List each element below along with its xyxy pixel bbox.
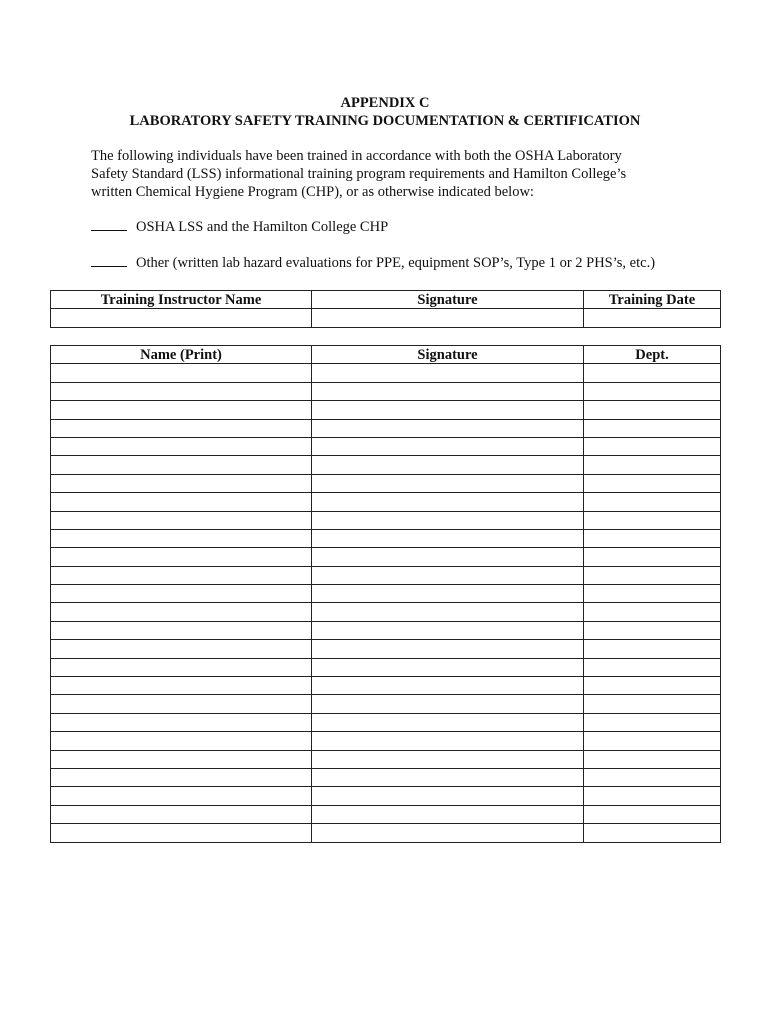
instructor-name-cell[interactable] (51, 309, 312, 327)
trainee-dept-cell[interactable] (584, 732, 721, 750)
table-row (51, 787, 721, 805)
trainee-name-cell[interactable] (51, 493, 312, 511)
trainee-name-cell[interactable] (51, 621, 312, 639)
trainee-dept-cell[interactable] (584, 401, 721, 419)
table-row (51, 419, 721, 437)
trainee-name-cell[interactable] (51, 456, 312, 474)
trainee-dept-cell[interactable] (584, 511, 721, 529)
option-osha-lss (91, 218, 388, 236)
trainee-name-cell[interactable] (51, 529, 312, 547)
trainee-dept-cell[interactable] (584, 437, 721, 455)
column-header-training-date: Training Date (584, 291, 721, 309)
trainee-dept-cell[interactable] (584, 750, 721, 768)
trainee-name-cell[interactable] (51, 824, 312, 842)
trainee-signature-cell[interactable] (312, 750, 584, 768)
table-row (51, 548, 721, 566)
trainee-dept-cell[interactable] (584, 603, 721, 621)
trainee-dept-cell[interactable] (584, 713, 721, 731)
table-row (51, 677, 721, 695)
table-row (51, 309, 721, 327)
trainee-name-cell[interactable] (51, 658, 312, 676)
table-row (51, 732, 721, 750)
intro-paragraph (91, 147, 691, 201)
trainee-dept-cell[interactable] (584, 787, 721, 805)
trainee-table-header (51, 346, 721, 364)
trainee-signature-cell[interactable] (312, 548, 584, 566)
trainee-name-cell[interactable] (51, 566, 312, 584)
trainee-dept-cell[interactable] (584, 658, 721, 676)
trainee-signature-cell[interactable] (312, 640, 584, 658)
trainee-signature-cell[interactable] (312, 621, 584, 639)
option-other-blank[interactable] (91, 254, 127, 267)
trainee-name-cell[interactable] (51, 695, 312, 713)
table-row (51, 401, 721, 419)
trainee-name-cell[interactable] (51, 768, 312, 786)
trainee-signature-cell[interactable] (312, 658, 584, 676)
table-row (51, 456, 721, 474)
trainee-dept-cell[interactable] (584, 768, 721, 786)
table-row (51, 805, 721, 823)
trainee-signature-cell[interactable] (312, 382, 584, 400)
table-row (51, 437, 721, 455)
trainee-name-cell[interactable] (51, 437, 312, 455)
table-row (51, 603, 721, 621)
option-osha-lss-blank[interactable] (91, 218, 127, 231)
intro-line: The following individuals have been trained in accordance with both the OSHA Laboratory (91, 148, 622, 164)
trainee-signature-cell[interactable] (312, 493, 584, 511)
trainee-name-cell[interactable] (51, 548, 312, 566)
intro-line: Safety Standard (LSS) informational training program requirements and Hamilton College’s (91, 166, 627, 182)
trainee-signature-cell[interactable] (312, 437, 584, 455)
trainee-name-cell[interactable] (51, 419, 312, 437)
trainee-name-cell[interactable] (51, 787, 312, 805)
trainee-dept-cell[interactable] (584, 585, 721, 603)
instructor-table (50, 290, 721, 328)
column-header-name-print: Name (Print) (51, 346, 312, 364)
trainee-dept-cell[interactable] (584, 677, 721, 695)
trainee-signature-cell[interactable] (312, 677, 584, 695)
instructor-table-header (51, 291, 721, 309)
trainee-name-cell[interactable] (51, 603, 312, 621)
table-row (51, 382, 721, 400)
trainee-dept-cell[interactable] (584, 640, 721, 658)
trainee-signature-cell[interactable] (312, 824, 584, 842)
trainee-signature-cell[interactable] (312, 474, 584, 492)
appendix-label: APPENDIX C (340, 95, 430, 111)
trainee-signature-cell[interactable] (312, 713, 584, 731)
trainee-dept-cell[interactable] (584, 695, 721, 713)
intro-line: written Chemical Hygiene Program (CHP), or as otherwise indicated below: (91, 184, 534, 200)
trainee-dept-cell[interactable] (584, 548, 721, 566)
table-row (51, 768, 721, 786)
table-row (51, 585, 721, 603)
trainee-name-cell[interactable] (51, 713, 312, 731)
trainee-dept-cell[interactable] (584, 621, 721, 639)
trainee-signature-cell[interactable] (312, 603, 584, 621)
table-row (51, 566, 721, 584)
trainee-dept-cell[interactable] (584, 382, 721, 400)
option-other (91, 254, 655, 272)
trainee-signature-cell[interactable] (312, 401, 584, 419)
table-row (51, 640, 721, 658)
trainee-signature-cell[interactable] (312, 585, 584, 603)
trainee-signature-cell[interactable] (312, 787, 584, 805)
trainee-signature-cell[interactable] (312, 732, 584, 750)
trainee-dept-cell[interactable] (584, 419, 721, 437)
trainee-signature-cell[interactable] (312, 695, 584, 713)
table-row (51, 713, 721, 731)
training-date-cell[interactable] (584, 309, 721, 327)
trainee-table (50, 345, 721, 843)
column-header-instructor-name: Training Instructor Name (51, 291, 312, 309)
table-row (51, 695, 721, 713)
trainee-name-cell[interactable] (51, 750, 312, 768)
trainee-signature-cell[interactable] (312, 419, 584, 437)
table-row (51, 474, 721, 492)
trainee-dept-cell[interactable] (584, 493, 721, 511)
trainee-name-cell[interactable] (51, 474, 312, 492)
trainee-name-cell[interactable] (51, 732, 312, 750)
form-title: LABORATORY SAFETY TRAINING DOCUMENTATION & CERTIFICATION (129, 113, 641, 129)
option-other-label: Other (written lab hazard evaluations for PPE, equipment SOP’s, Type 1 or 2 PHS’s, etc.) (136, 255, 656, 271)
trainee-name-cell[interactable] (51, 511, 312, 529)
table-row (51, 824, 721, 842)
trainee-name-cell[interactable] (51, 401, 312, 419)
trainee-name-cell[interactable] (51, 585, 312, 603)
column-header-signature: Signature (312, 346, 584, 364)
trainee-name-cell[interactable] (51, 677, 312, 695)
trainee-dept-cell[interactable] (584, 456, 721, 474)
trainee-dept-cell[interactable] (584, 364, 721, 382)
trainee-name-cell[interactable] (51, 640, 312, 658)
trainee-name-cell[interactable] (51, 805, 312, 823)
table-row (51, 750, 721, 768)
column-header-dept: Dept. (584, 346, 721, 364)
trainee-signature-cell[interactable] (312, 529, 584, 547)
trainee-signature-cell[interactable] (312, 566, 584, 584)
table-row (51, 529, 721, 547)
trainee-dept-cell[interactable] (584, 824, 721, 842)
table-row (51, 493, 721, 511)
trainee-signature-cell[interactable] (312, 768, 584, 786)
trainee-signature-cell[interactable] (312, 456, 584, 474)
trainee-signature-cell[interactable] (312, 364, 584, 382)
trainee-name-cell[interactable] (51, 364, 312, 382)
table-row (51, 511, 721, 529)
trainee-name-cell[interactable] (51, 382, 312, 400)
trainee-dept-cell[interactable] (584, 474, 721, 492)
table-row (51, 658, 721, 676)
instructor-signature-cell[interactable] (312, 309, 584, 327)
option-osha-lss-label: OSHA LSS and the Hamilton College CHP (136, 219, 389, 235)
column-header-signature: Signature (312, 291, 584, 309)
trainee-dept-cell[interactable] (584, 805, 721, 823)
trainee-dept-cell[interactable] (584, 529, 721, 547)
trainee-signature-cell[interactable] (312, 805, 584, 823)
trainee-signature-cell[interactable] (312, 511, 584, 529)
table-row (51, 364, 721, 382)
trainee-dept-cell[interactable] (584, 566, 721, 584)
table-row (51, 621, 721, 639)
